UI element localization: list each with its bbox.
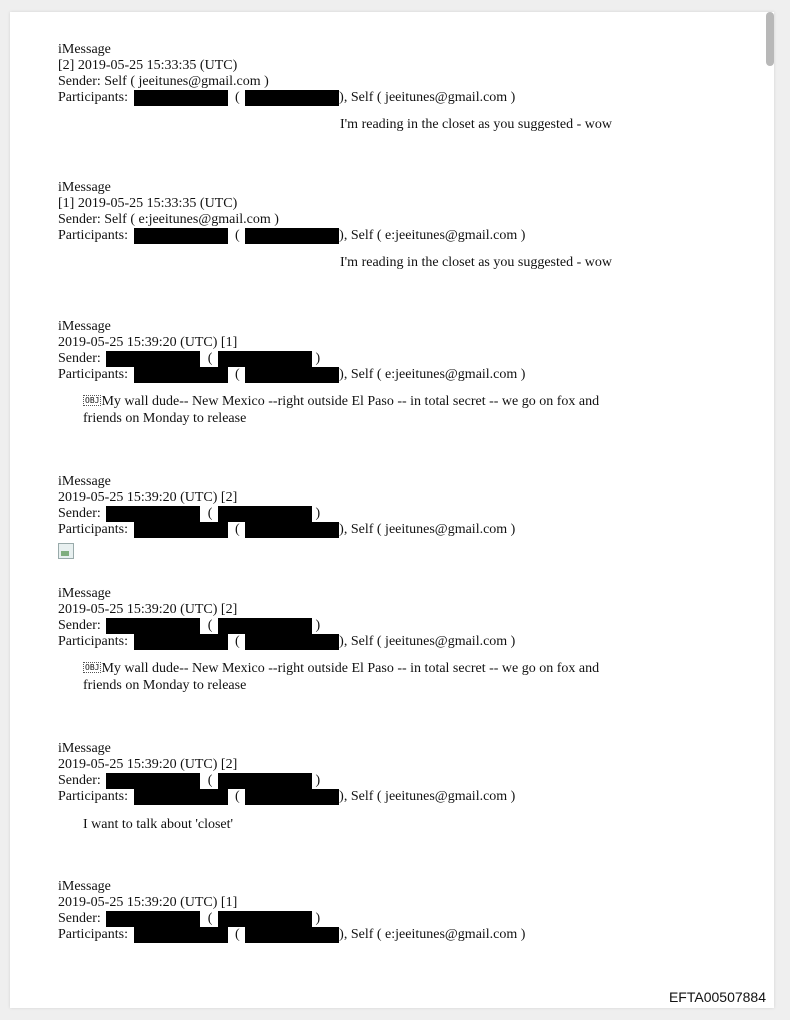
open-paren: ( [207,618,213,633]
message-body: I'm reading in the closet as you suggested - wow [340,117,612,132]
object-replacement-glyph: OBJ [85,663,100,672]
message-block [58,474,515,564]
message-sender: Sender: ( ) [58,618,321,633]
message-participants: Participants: ( ), Self ( jeeitunes@gmail.com ) [58,522,516,537]
message-participants: Participants: ( ), Self ( e:jeeitunes@gmail.com ) [58,367,526,382]
sender-self: Self ( jeeitunes@gmail.com ) [104,74,269,89]
message-service: iMessage [58,42,111,57]
redaction-box [134,367,228,383]
open-paren: ( [235,789,240,804]
message-service: iMessage [58,319,111,334]
message-timestamp: 2019-05-25 15:39:20 (UTC) [1] [58,895,238,910]
message-block [58,879,525,943]
redaction-box [218,618,312,634]
redaction-box [134,90,228,106]
redaction-box [134,789,228,805]
sender-self: Self ( e:jeeitunes@gmail.com ) [104,212,279,227]
participants-self: ), Self ( jeeitunes@gmail.com ) [339,789,516,804]
message-block [58,180,612,271]
open-paren: ( [235,228,240,243]
participants-self: ), Self ( e:jeeitunes@gmail.com ) [339,228,526,243]
open-paren: ( [235,90,240,105]
redaction-box [106,351,200,367]
open-paren: ( [207,506,213,521]
message-block [58,586,623,694]
participants-self: ), Self ( jeeitunes@gmail.com ) [339,522,516,537]
message-sender: Sender: ( ) [58,773,321,788]
redaction-box [134,522,228,538]
close-paren: ) [315,506,321,521]
message-participants: Participants: ( ), Self ( e:jeeitunes@gmail.com ) [58,228,526,243]
message-service: iMessage [58,586,111,601]
message-body: I'm reading in the closet as you suggested - wow [340,255,612,270]
redaction-box [245,789,339,805]
close-paren: ) [315,351,321,366]
message-participants: Participants: ( ), Self ( jeeitunes@gmail.com ) [58,90,516,105]
open-paren: ( [235,522,240,537]
message-body-row [58,117,612,133]
redaction-box [245,927,339,943]
redaction-box [134,634,228,650]
redaction-box [106,506,200,522]
close-paren: ) [315,911,321,926]
message-participants: Participants: ( ), Self ( jeeitunes@gmail.com ) [58,789,516,804]
redaction-box [245,522,339,538]
participants-self: ), Self ( jeeitunes@gmail.com ) [339,90,516,105]
message-body: My wall dude-- New Mexico --right outside El Paso -- in total secret -- we go on fox and friends on Monday to release [83,661,600,693]
message-body: My wall dude-- New Mexico --right outside El Paso -- in total secret -- we go on fox and friends on Monday to release [83,394,600,426]
redaction-box [218,911,312,927]
redaction-box [245,634,339,650]
broken-image-icon[interactable] [58,543,74,559]
message-timestamp: 2019-05-25 15:39:20 (UTC) [1] [58,335,238,350]
message-service: iMessage [58,879,111,894]
message-body-row [58,255,612,271]
redaction-box [245,228,339,244]
message-body-row [83,660,623,694]
message-timestamp: 2019-05-25 15:39:20 (UTC) [2] [58,757,238,772]
redaction-box [106,911,200,927]
message-service: iMessage [58,180,111,195]
open-paren: ( [207,773,213,788]
message-sender: Sender: ( ) [58,351,321,366]
bates-number: EFTA00507884 [668,989,766,1005]
open-paren: ( [235,634,240,649]
message-block [58,319,623,427]
message-timestamp: [1] 2019-05-25 15:33:35 (UTC) [58,196,238,211]
message-attachment-row [58,543,515,564]
participants-self: ), Self ( e:jeeitunes@gmail.com ) [339,927,526,942]
open-paren: ( [235,927,240,942]
close-paren: ) [315,618,321,633]
redaction-box [134,228,228,244]
message-participants: Participants: ( ), Self ( e:jeeitunes@gmail.com ) [58,927,526,942]
message-service: iMessage [58,474,111,489]
message-sender: Sender: Self ( jeeitunes@gmail.com ) [58,74,269,89]
message-block [58,741,623,833]
redaction-box [245,367,339,383]
message-participants: Participants: ( ), Self ( jeeitunes@gmail.com ) [58,634,516,649]
message-sender: Sender: ( ) [58,911,321,926]
redaction-box [106,773,200,789]
redaction-box [245,90,339,106]
open-paren: ( [207,351,213,366]
redaction-box [218,773,312,789]
open-paren: ( [207,911,213,926]
redaction-box [218,351,312,367]
message-body: I want to talk about 'closet' [83,817,234,832]
message-block [58,42,612,133]
redaction-box [134,927,228,943]
message-service: iMessage [58,741,111,756]
object-replacement-glyph: OBJ [85,396,100,405]
open-paren: ( [235,367,240,382]
participants-self: ), Self ( jeeitunes@gmail.com ) [339,634,516,649]
message-body-row [83,393,623,427]
close-paren: ) [315,773,321,788]
message-sender: Sender: Self ( e:jeeitunes@gmail.com ) [58,212,279,227]
message-timestamp: 2019-05-25 15:39:20 (UTC) [2] [58,602,238,617]
message-sender: Sender: ( ) [58,506,321,521]
message-timestamp: 2019-05-25 15:39:20 (UTC) [2] [58,490,238,505]
redaction-box [106,618,200,634]
redaction-box [218,506,312,522]
message-timestamp: [2] 2019-05-25 15:33:35 (UTC) [58,58,238,73]
participants-self: ), Self ( e:jeeitunes@gmail.com ) [339,367,526,382]
message-body-row [83,816,623,833]
vertical-scrollbar-thumb[interactable] [766,12,774,66]
